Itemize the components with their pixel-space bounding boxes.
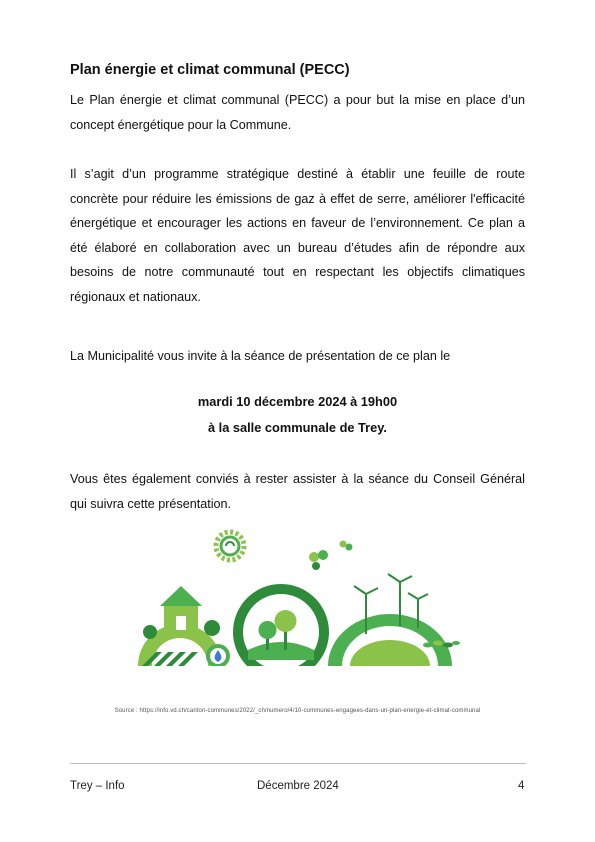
sustainable-town-illustration bbox=[138, 524, 460, 666]
intro-paragraph: Le Plan énergie et climat communal (PECC) a pour but la mise en place d’un concept énergétique pour la Commune. bbox=[70, 93, 525, 132]
sun-icon bbox=[216, 532, 244, 560]
house-icon bbox=[160, 586, 202, 638]
page-title: Plan énergie et climat communal (PECC) bbox=[70, 62, 350, 78]
event-place: à la salle communale de Trey. bbox=[207, 420, 387, 435]
butterfly-icon bbox=[309, 541, 353, 571]
page-number: 4 bbox=[518, 780, 525, 792]
event-date: mardi 10 décembre 2024 à 19h00 bbox=[197, 394, 398, 409]
image-source-caption: Source : https://info.vd.ch/canton-communes/2022/_ch/numero/4/10-communes-engagees-dans-un-plan-energie-et-climat-communal bbox=[114, 708, 481, 714]
programme-paragraph: Il s’agit d’un programme stratégique destiné à établir une feuille de route concrète pour réduire les émissions de gaz à effet de serre, améliorer l'efficacité énergétique et encourager les actions en faveur de l’environnement. Ce plan a été élaboré en collaboration avec un bureau d’études afin de répondre aux besoins de notre communauté tout en respectant les objectifs climatiques régionaux et nationaux. bbox=[70, 167, 525, 304]
footer-date: Décembre 2024 bbox=[257, 780, 339, 792]
footer-publication: Trey – Info bbox=[70, 780, 125, 792]
footer-divider bbox=[70, 763, 526, 764]
invitation-paragraph: La Municipalité vous invite à la séance de présentation de ce plan le bbox=[70, 349, 451, 363]
council-paragraph: Vous êtes également conviés à rester assister à la séance du Conseil Général qui suivra cette présentation. bbox=[70, 472, 525, 511]
